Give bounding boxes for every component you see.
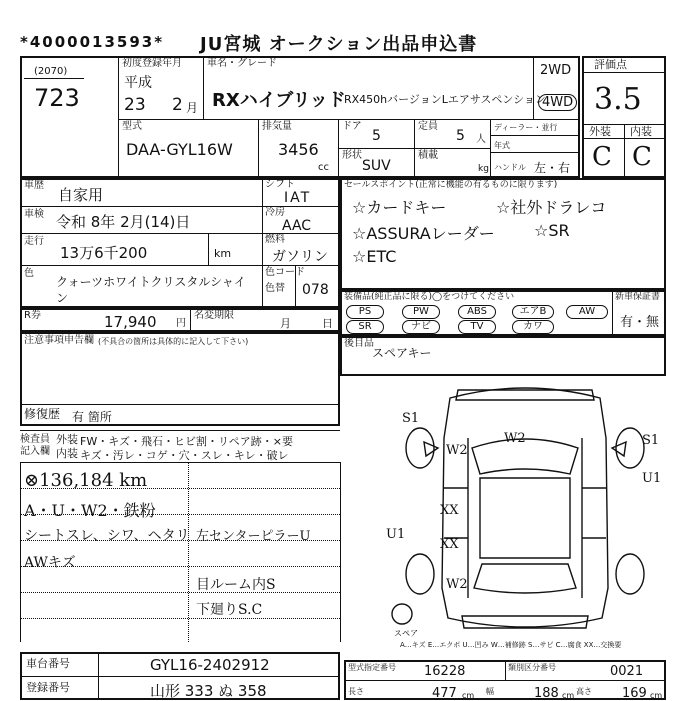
sales-point-item: ☆社外ドラレコ (496, 198, 607, 217)
category-label: 類別区分番号 (508, 663, 556, 672)
equipment-pw: PW (402, 305, 440, 319)
shift-label: シフト (265, 179, 295, 190)
new-car-warranty-label: 新車保証書 (615, 292, 661, 302)
notes-sub-label: (不具合の箇所は具体的に記入して下さい) (98, 337, 249, 346)
model-code: DAA-GYL16W (126, 140, 233, 159)
handle-label: ハンドル (494, 163, 526, 172)
wheel-rear-right (616, 554, 644, 594)
shift-value: IAT (284, 190, 312, 206)
shape-label: 形状 (342, 150, 362, 161)
doors-label: ドア (342, 121, 362, 132)
load-label: 積載 (418, 150, 438, 161)
recycle-amount: 17,940 (104, 313, 157, 331)
displacement-label: 排気量 (262, 121, 292, 132)
shape-value: SUV (362, 158, 391, 174)
form-top-block (20, 56, 580, 178)
inspector-interior-items: キズ・汚レ・コゲ・穴・スレ・キレ・破レ (80, 449, 289, 462)
plate-number: 山形 333 ぬ 358 (150, 682, 267, 700)
damage-mark: W2 (446, 577, 468, 592)
equipment-label: 装備品(純正品に限る)◯をつけてください (344, 292, 515, 302)
vehicle-name-label: 車名・グレード (207, 58, 277, 69)
spare-label: スペア (394, 629, 418, 638)
equipment-leather: カワ (512, 320, 554, 334)
equipment-aw: AW (566, 305, 608, 319)
sales-point-item: ☆ETC (352, 247, 397, 266)
handwritten-note: シートスレ、シワ、ヘタリ (24, 528, 190, 544)
capacity-value: 5 (456, 128, 465, 144)
load-unit: kg (478, 164, 489, 174)
inspection-label: 車検 (24, 209, 44, 220)
equipment-abs: ABS (458, 305, 496, 319)
displacement-value: 3456 (278, 140, 319, 159)
handwritten-note: 下廻りS.C (196, 602, 263, 618)
handle-value: 左・右 (534, 161, 571, 175)
notes-label: 注意事項申告欄 (24, 335, 94, 346)
color-code-label: 色コード (265, 267, 305, 278)
color-code: 078 (302, 282, 329, 298)
chassis-number: GYL16-2402912 (150, 656, 270, 674)
registration-era: 平成 (124, 75, 152, 91)
wheel-front-right (616, 428, 644, 468)
repair-history-label: 修復歴 (24, 407, 61, 421)
damage-mark: S1 (642, 433, 660, 448)
handwritten-note: A・U・W2・鉄粉 (24, 501, 156, 520)
drive-option-4wd-circled: 4WD (538, 94, 577, 111)
cooling-value: AAC (282, 218, 312, 234)
grade-score: 3.5 (594, 82, 642, 117)
length-label: 長さ (348, 687, 364, 696)
width-unit: cm (562, 691, 575, 700)
fuel-label: 燃料 (265, 234, 285, 245)
usage-value: 自家用 (58, 186, 104, 204)
vehicle-name: RXハイブリッド (212, 90, 346, 111)
damage-mark: U1 (642, 471, 662, 486)
designation-label: 型式指定番号 (348, 663, 396, 672)
damage-mark: S1 (402, 411, 420, 426)
equipment-tv: TV (458, 320, 496, 334)
sales-point-item: ☆ASSURAレーダー (352, 224, 495, 243)
height-label: 高さ (576, 687, 592, 696)
sales-points-label: セールスポイント(正常に機能の有るものに限ります) (344, 180, 558, 190)
accessories-label: 後目品 (344, 338, 374, 349)
sheet-barcode-id: *4000013593* (20, 33, 165, 51)
damage-mark: W2 (504, 431, 526, 446)
inspector-label: 検査員記入欄 (20, 434, 50, 457)
wheel-rear-left (406, 554, 434, 594)
lot-number: 723 (34, 84, 80, 112)
width-value: 188 (534, 686, 559, 701)
equipment-sr: SR (346, 320, 384, 334)
capacity-unit: 人 (476, 134, 486, 145)
lot-year-label: (2070) (34, 66, 68, 77)
equipment-airbag: エアB (512, 305, 554, 319)
mileage-value: 13万6千200 (60, 244, 148, 262)
plate-label: 登録番号 (26, 681, 70, 694)
model-year-label: 年式 (494, 141, 510, 150)
registration-month-unit: 月 (186, 101, 199, 115)
usage-label: 車歴 (24, 180, 44, 191)
height-value: 169 (622, 686, 647, 701)
sales-point-item: ☆SR (534, 221, 570, 240)
inspector-interior-label: 内装 (56, 447, 78, 460)
doors-value: 5 (372, 128, 381, 144)
name-change-month-unit: 月 (280, 317, 291, 330)
fuel-value: ガソリン (272, 249, 328, 265)
car-damage-diagram (380, 378, 670, 640)
handwritten-note: 左センターピラーU (196, 529, 311, 544)
name-change-label: 名変期限 (194, 310, 234, 321)
repair-history-value: 有 箇所 (72, 410, 112, 424)
drive-option-2wd: 2WD (540, 63, 572, 78)
length-value: 477 (432, 686, 457, 701)
height-unit: cm (650, 691, 663, 700)
color-name: クォーツホワイトクリスタルシャイン (56, 275, 246, 305)
damage-mark: XX (440, 537, 459, 552)
sheet-title: JU宮城 オークション出品申込書 (200, 34, 478, 55)
model-label: 型式 (122, 121, 142, 132)
diagram-legend: A…キズ E…エクボ U…凹み W…補修跡 S…サビ C…腐食 XX…交換要 (400, 641, 622, 649)
damage-mark: W2 (446, 443, 468, 458)
mileage-unit: km (214, 247, 232, 260)
color-change-label: 色替 (265, 283, 285, 294)
wheel-front-left (406, 428, 434, 468)
cc-unit: cc (318, 162, 329, 173)
damage-mark: XX (440, 503, 459, 518)
width-label: 幅 (486, 687, 494, 696)
vehicle-grade: RX450hバージョンLエアサスペンション (344, 93, 546, 106)
length-unit: cm (462, 691, 475, 700)
interior-grade-label: 内装 (630, 125, 652, 138)
registration-label: 初度登録年月 (122, 58, 182, 69)
registration-year: 23 (124, 95, 146, 115)
designation-number: 16228 (424, 664, 466, 679)
capacity-label: 定員 (418, 121, 438, 132)
inspector-exterior-items: FW・キズ・飛石・ヒビ割・リペア跡・×要 (80, 435, 293, 448)
handwritten-note: ⊗136,184 km (24, 470, 148, 491)
new-car-warranty-value: 有・無 (620, 315, 660, 330)
accessories-value: スペアキー (372, 346, 432, 360)
recycle-unit: 円 (176, 318, 186, 329)
cooling-label: 冷房 (265, 207, 285, 218)
exterior-grade: C (592, 142, 612, 172)
inspection-value: 令和 8年 2月(14)日 (56, 213, 191, 231)
exterior-grade-label: 外装 (589, 125, 611, 138)
equipment-ps: PS (346, 305, 384, 319)
handwritten-note: AWキズ (24, 555, 76, 571)
sales-point-item: ☆カードキー (352, 198, 447, 217)
name-change-day-unit: 日 (322, 317, 333, 330)
mileage-label: 走行 (24, 236, 44, 247)
color-label: 色 (24, 268, 34, 279)
registration-month: 2 (172, 95, 183, 115)
chassis-label: 車台番号 (26, 657, 70, 670)
damage-mark: U1 (386, 527, 406, 542)
grade-score-label: 評価点 (594, 58, 627, 71)
inspector-exterior-label: 外装 (56, 433, 78, 446)
dealer-label: ディーラー・並行 (494, 123, 558, 132)
interior-grade: C (632, 142, 652, 172)
equipment-navi: ナビ (402, 320, 440, 334)
recycle-label: R券 (24, 310, 41, 321)
handwritten-note: 目ルーム内S (196, 577, 276, 593)
spare-tire (392, 604, 412, 624)
category-number: 0021 (610, 664, 644, 679)
